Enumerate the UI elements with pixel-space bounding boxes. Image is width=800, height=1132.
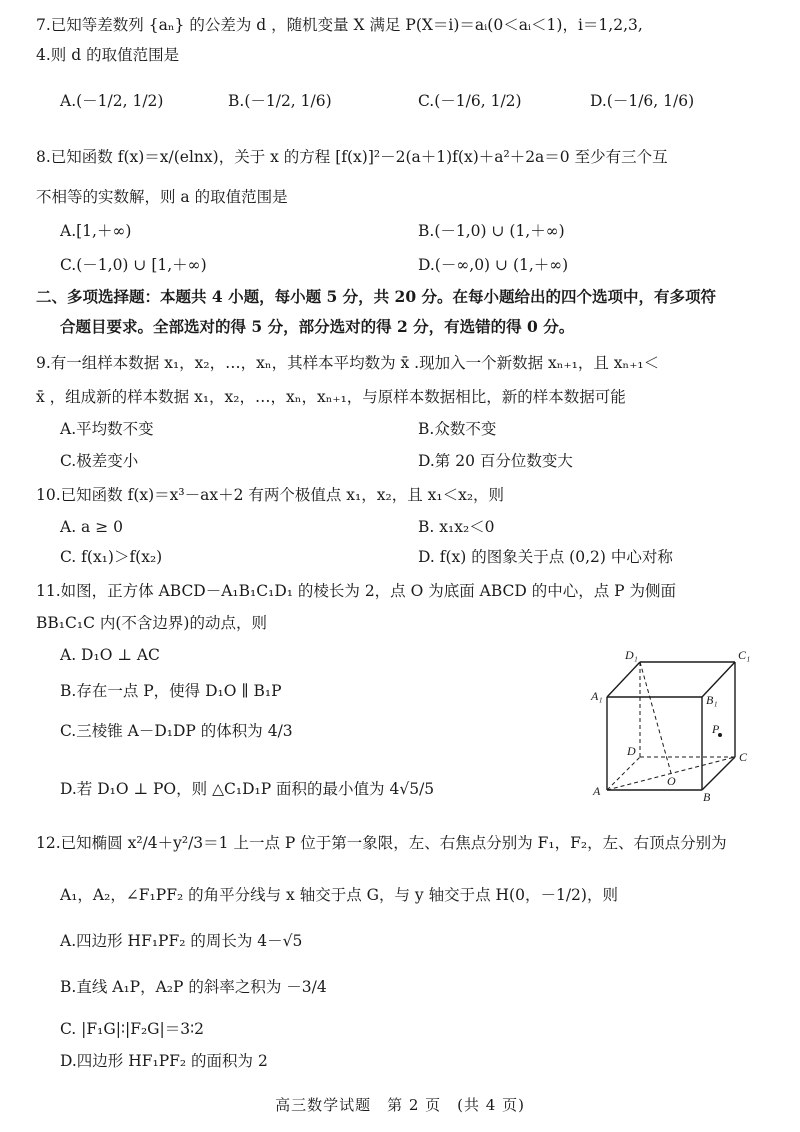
- q7-option-b: B.(－1/2, 1/6): [228, 92, 332, 110]
- q7-option-d: D.(－1/6, 1/6): [590, 92, 695, 110]
- label-a: A: [593, 784, 601, 798]
- q11-option-c: C.三棱锥 A－D₁DP 的体积为 4/3: [60, 722, 293, 740]
- q9-option-c: C.极差变小: [60, 452, 139, 470]
- segment-D1O-hidden: [640, 662, 671, 773]
- edge-CB: [702, 757, 735, 790]
- section2-heading-line2: 合题目要求。全部选对的得 5 分，部分选对的得 2 分，有选错的得 0 分。: [60, 317, 575, 336]
- q7-stem-line2: 4.则 d 的取值范围是: [36, 46, 180, 64]
- q12-option-c: C. |F₁G|∶|F₂G|＝3∶2: [60, 1020, 205, 1038]
- q8-stem-line2: 不相等的实数解，则 a 的取值范围是: [36, 188, 288, 206]
- label-d: D: [627, 744, 636, 758]
- label-d1: D₁: [625, 648, 638, 662]
- q12-option-a: A.四边形 HF₁PF₂ 的周长为 4－√5: [60, 932, 303, 950]
- q11-stem-line1: 11.如图，正方体 ABCD－A₁B₁C₁D₁ 的棱长为 2，点 O 为底面 ABCD 的中心，点 P 为侧面: [36, 582, 677, 600]
- label-b1: B₁: [706, 693, 718, 707]
- q9-stem-line1: 9.有一组样本数据 x₁，x₂，…，xₙ，其样本平均数为 x̄ .现加入一个新数据 xₙ₊₁，且 xₙ₊₁＜: [36, 354, 660, 372]
- q7-stem-line1: 7.已知等差数列 {aₙ} 的公差为 d ，随机变量 X 满足 P(X＝i)＝aᵢ(0＜aᵢ＜1)，i＝1,2,3,: [36, 16, 643, 34]
- q10-stem: 10.已知函数 f(x)＝x³－ax＋2 有两个极值点 x₁，x₂，且 x₁＜x₂，则: [36, 486, 505, 504]
- label-c1: C₁: [738, 648, 751, 662]
- cube-figure: [585, 645, 765, 805]
- page-footer: 高三数学试题 第 2 页 (共 4 页): [275, 1096, 525, 1114]
- q8-stem-line1: 8.已知函数 f(x)＝x/(elnx)，关于 x 的方程 [f(x)]²－2(a＋1)f(x)＋a²＋2a＝0 至少有三个互: [36, 148, 668, 166]
- q10-option-c: C. f(x₁)＞f(x₂): [60, 548, 163, 566]
- q12-option-b: B.直线 A₁P，A₂P 的斜率之积为 －3/4: [60, 978, 327, 996]
- q9-option-b: B.众数不变: [418, 420, 497, 438]
- edge-AD-hidden: [607, 757, 640, 790]
- q11-stem-line2: BB₁C₁C 内(不含边界)的动点，则: [36, 614, 267, 632]
- q11-option-a: A. D₁O ⊥ AC: [60, 646, 160, 664]
- label-b: B: [703, 790, 711, 804]
- q8-option-c: C.(－1,0) ∪ [1,＋∞): [60, 256, 207, 274]
- edge-A1D1: [607, 662, 640, 697]
- q11-option-d: D.若 D₁O ⊥ PO，则 △C₁D₁P 面积的最小值为 4√5/5: [60, 780, 435, 798]
- label-p: P: [712, 722, 720, 736]
- q7-option-a: A.(－1/2, 1/2): [60, 92, 164, 110]
- q11-option-b: B.存在一点 P，使得 D₁O ∥ B₁P: [60, 682, 282, 700]
- q10-option-b: B. x₁x₂＜0: [418, 518, 495, 536]
- q10-option-d: D. f(x) 的图象关于点 (0,2) 中心对称: [418, 548, 673, 566]
- edge-C1B1: [702, 662, 735, 697]
- label-o: O: [667, 774, 676, 788]
- q8-option-b: B.(－1,0) ∪ (1,＋∞): [418, 222, 565, 240]
- q9-option-d: D.第 20 百分位数变大: [418, 452, 573, 470]
- q9-option-a: A.平均数不变: [60, 420, 154, 438]
- q10-option-a: A. a ≥ 0: [60, 518, 123, 536]
- section2-heading-line1: 二、多项选择题：本题共 4 小题，每小题 5 分，共 20 分。在每小题给出的四个选项中，有多项符: [36, 287, 717, 306]
- q8-option-a: A.[1,＋∞): [60, 222, 132, 240]
- q12-option-d: D.四边形 HF₁PF₂ 的面积为 2: [60, 1052, 268, 1070]
- q12-stem-line2: A₁，A₂，∠F₁PF₂ 的角平分线与 x 轴交于点 G，与 y 轴交于点 H(0，－1/2)，则: [60, 886, 618, 904]
- label-a1: A₁: [591, 689, 603, 703]
- label-c: C: [739, 750, 748, 764]
- q9-stem-line2: x̄ ，组成新的样本数据 x₁，x₂，…，xₙ，xₙ₊₁，与原样本数据相比，新的样本数据可能: [36, 388, 626, 406]
- q7-option-c: C.(－1/6, 1/2): [418, 92, 522, 110]
- q12-stem-line1: 12.已知椭圆 x²/4＋y²/3＝1 上一点 P 位于第一象限，左、右焦点分别为 F₁，F₂，左、右顶点分别为: [36, 834, 727, 852]
- q8-option-d: D.(－∞,0) ∪ (1,＋∞): [418, 256, 569, 274]
